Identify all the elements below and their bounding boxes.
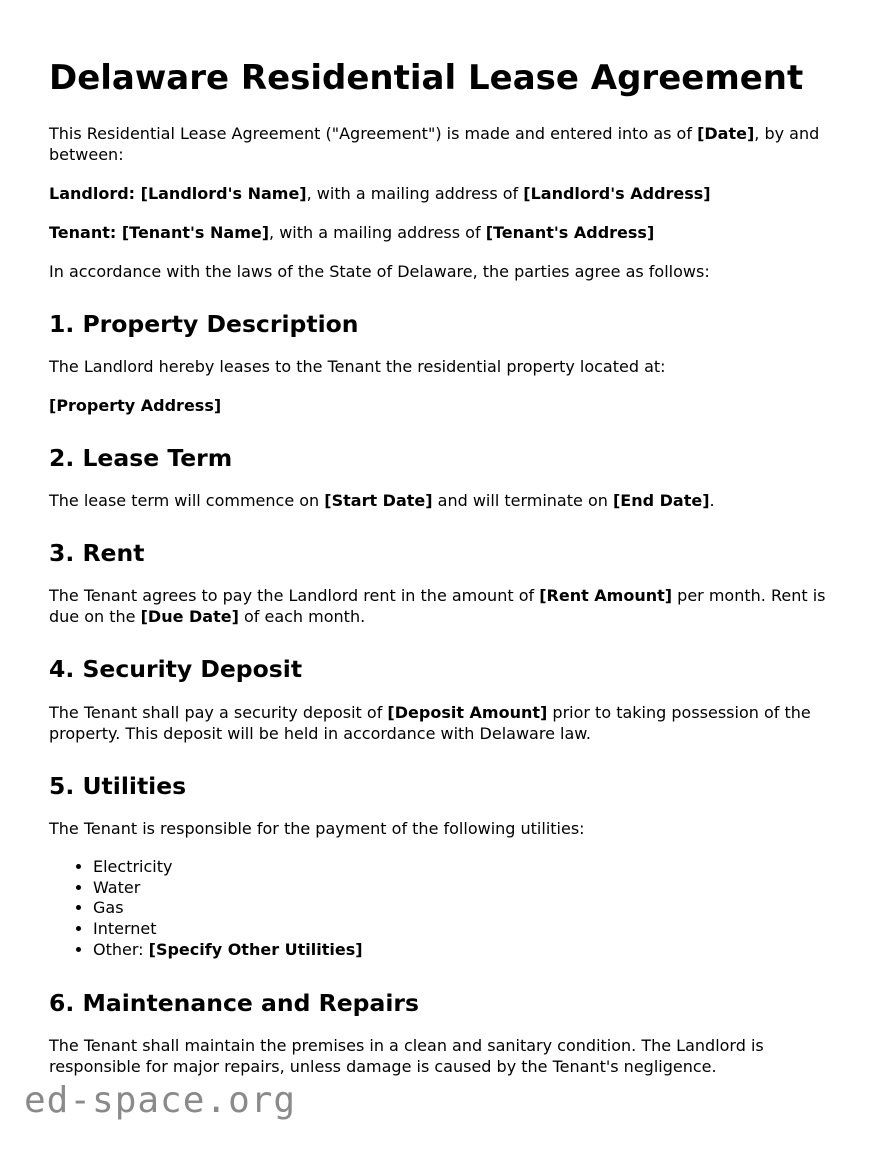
utilities-list-item-internet — [93, 919, 841, 940]
placeholder-token: [Due Date] — [140, 607, 239, 627]
text-run: , by and between: — [49, 123, 820, 164]
section-heading-property-description: 1. Property Description — [49, 309, 359, 338]
intro-paragraph — [49, 123, 841, 165]
accordance-paragraph — [49, 261, 841, 282]
section-rent — [49, 539, 841, 627]
text-run: Internet — [93, 919, 157, 939]
property-address-paragraph — [49, 395, 841, 416]
placeholder-token: [Property Address] — [49, 395, 222, 415]
text-run: The Tenant shall pay a security deposit of — [49, 702, 388, 722]
text-run: and will terminate on — [432, 491, 613, 511]
section-utilities — [49, 772, 841, 961]
text-run: , with a mailing address of — [269, 222, 486, 242]
text-run: per month. Rent is due on the — [49, 586, 826, 627]
utilities-list-item-water — [93, 878, 841, 899]
placeholder-token: [Deposit Amount] — [387, 702, 548, 722]
maintenance-repairs-paragraph — [49, 1035, 841, 1077]
section-heading-utilities: 5. Utilities — [49, 771, 187, 800]
utilities-list-item-other — [93, 940, 841, 961]
text-run: Electricity — [93, 856, 173, 876]
placeholder-token: [Specify Other Utilities] — [148, 939, 363, 959]
property-description-paragraph — [49, 356, 841, 377]
lease-term-paragraph — [49, 490, 841, 511]
placeholder-token: [Rent Amount] — [539, 586, 673, 606]
watermark-text: ed-space.org — [24, 1080, 297, 1121]
landlord-paragraph — [49, 183, 841, 204]
text-run: This Residential Lease Agreement ("Agreement") is made and entered into as of — [49, 123, 698, 143]
text-run: Other: — [93, 939, 149, 959]
tenant-paragraph — [49, 222, 841, 243]
placeholder-token: [Date] — [697, 123, 755, 143]
text-run: The lease term will commence on — [49, 491, 325, 511]
section-heading-rent: 3. Rent — [49, 539, 145, 568]
section-heading-maintenance-repairs: 6. Maintenance and Repairs — [49, 988, 419, 1017]
text-run: The Tenant shall maintain the premises in a clean and sanitary condition. The Landlord is responsible for major repairs, unless damage is caused by the Tenant's negligence. — [49, 1035, 764, 1076]
text-run: In accordance with the laws of the State of Delaware, the parties agree as follows: — [49, 261, 710, 281]
text-run: of each month. — [238, 607, 366, 627]
document-title: Delaware Residential Lease Agreement — [49, 58, 804, 98]
security-deposit-paragraph — [49, 702, 841, 744]
text-run: Gas — [93, 898, 124, 918]
placeholder-token: [Tenant's Address] — [485, 222, 655, 242]
utilities-list-item-gas — [93, 898, 841, 919]
utilities-list-item-electricity — [93, 857, 841, 878]
text-run: Water — [93, 877, 141, 897]
text-run: The Tenant is responsible for the payment of the following utilities: — [49, 818, 585, 838]
text-run: The Landlord hereby leases to the Tenant the residential property located at: — [49, 356, 666, 376]
placeholder-token: Tenant: [Tenant's Name] — [49, 222, 270, 242]
section-property-description — [49, 310, 841, 416]
text-run: The Tenant agrees to pay the Landlord rent in the amount of — [49, 586, 540, 606]
placeholder-token: [End Date] — [612, 491, 710, 511]
placeholder-token: [Landlord's Address] — [523, 183, 711, 203]
section-lease-term — [49, 444, 841, 511]
text-run: . — [709, 491, 715, 511]
placeholder-token: Landlord: [Landlord's Name] — [49, 183, 307, 203]
section-heading-lease-term: 2. Lease Term — [49, 443, 233, 472]
text-run: , with a mailing address of — [306, 183, 524, 203]
placeholder-token: [Start Date] — [324, 491, 433, 511]
section-security-deposit — [49, 655, 841, 743]
section-maintenance-repairs — [49, 989, 841, 1077]
section-heading-security-deposit: 4. Security Deposit — [49, 655, 303, 684]
utilities-paragraph — [49, 818, 841, 839]
rent-paragraph — [49, 585, 841, 627]
utilities-list — [49, 857, 841, 961]
text-run: prior to taking possession of the property. This deposit will be held in accordance with Delaware law. — [49, 702, 811, 743]
